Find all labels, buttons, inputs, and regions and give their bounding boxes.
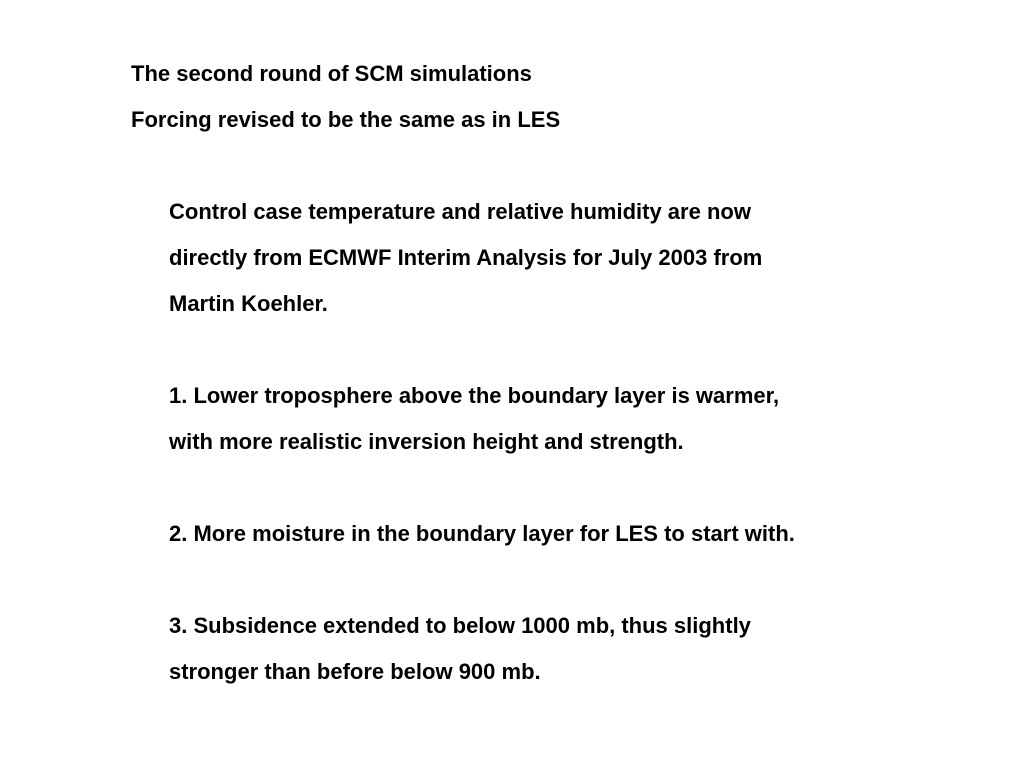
control-case-line-2: directly from ECMWF Interim Analysis for July 2003 from [169, 245, 763, 270]
slide-title-line-2: Forcing revised to be the same as in LES [131, 107, 561, 132]
slide-title-line-1: The second round of SCM simulations [131, 61, 532, 86]
point-1-line-1: 1. Lower troposphere above the boundary layer is warmer, [169, 383, 780, 408]
control-case-line-1: Control case temperature and relative humidity are now [169, 199, 751, 224]
point-2-line-1: 2. More moisture in the boundary layer for LES to start with. [169, 521, 795, 546]
control-case-line-3: Martin Koehler. [169, 291, 328, 316]
point-3-line-1: 3. Subsidence extended to below 1000 mb, thus slightly [169, 613, 751, 638]
point-1-line-2: with more realistic inversion height and strength. [169, 429, 684, 454]
point-3-line-2: stronger than before below 900 mb. [169, 659, 541, 684]
